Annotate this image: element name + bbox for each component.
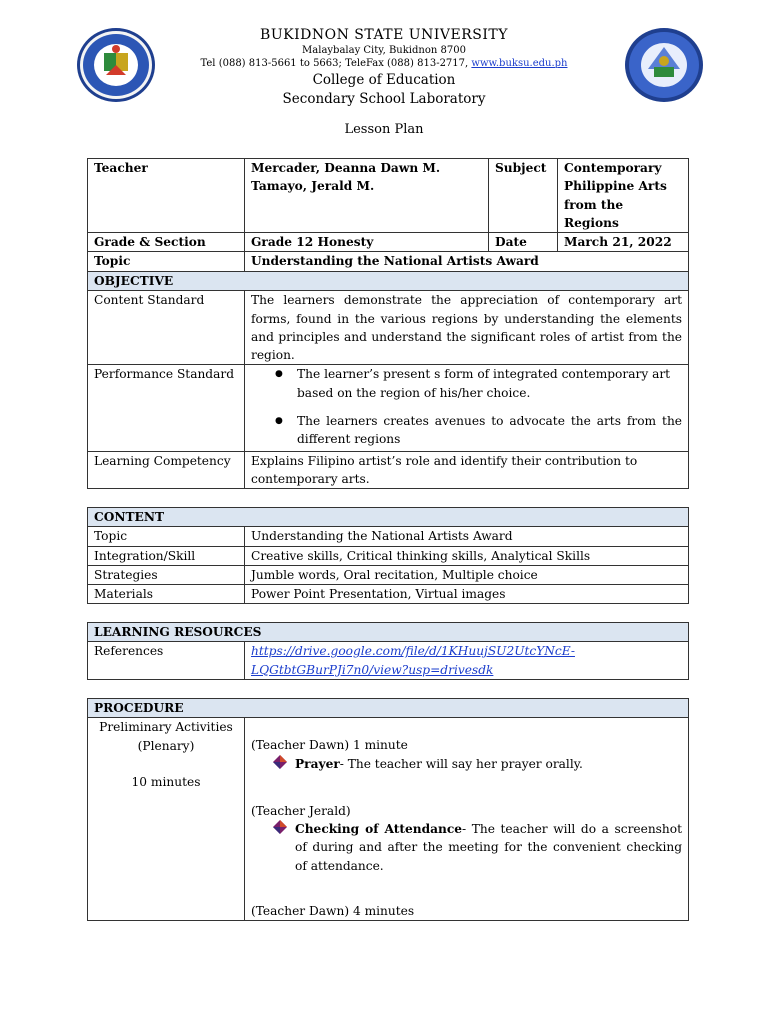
content-standard-text: The learners demonstrate the appreciation of contemporary art forms, found in the various regions by understanding the elements and principles and understand the significant roles of artist from the region. [245, 291, 689, 365]
grade-value: Grade 12 Honesty [245, 233, 489, 252]
content-row-label: Topic [88, 527, 245, 546]
attendance-title: Checking of Attendance [295, 822, 463, 837]
performance-item: ● The learner’s present s form of integrated contemporary art based on the region of his/her choice. [297, 365, 682, 402]
bukidnon-state-university-seal-left [76, 27, 156, 103]
contact-numbers: Tel (088) 813-5661 to 5663; TeleFax (088) 813-2717, [200, 58, 469, 69]
college-name: College of Education [312, 72, 456, 88]
competency-row [88, 451, 689, 489]
topic-label: Topic [88, 252, 245, 271]
diamond-bullet-icon [273, 820, 287, 834]
university-address: Malaybalay City, Bukidnon 8700 [302, 45, 466, 56]
prayer-item [251, 755, 682, 773]
date-value: March 21, 2022 [558, 233, 689, 252]
content-row-label: Strategies [88, 565, 245, 584]
content-row-label: Integration/Skill [88, 546, 245, 565]
lesson-info-table [87, 158, 689, 272]
references-row [88, 642, 689, 680]
objective-table [87, 271, 689, 489]
content-row-value: Power Point Presentation, Virtual images [245, 585, 689, 604]
teacher-name-1: Mercader, Deanna Dawn M. [251, 161, 441, 175]
teacher-row [88, 159, 689, 233]
learning-resources-table [87, 622, 689, 680]
prayer-title: Prayer [295, 756, 340, 771]
document-title: Lesson Plan [344, 122, 424, 137]
teacher-value [245, 159, 489, 233]
objective-header-row [88, 272, 689, 291]
content-heading: CONTENT [88, 508, 689, 527]
school-name: Secondary School Laboratory [282, 91, 486, 107]
block2-teacher: (Teacher Jerald) [251, 803, 351, 818]
performance-standard-row [88, 365, 689, 451]
content-standard-row [88, 291, 689, 365]
content-row [88, 585, 689, 604]
date-label: Date [489, 233, 558, 252]
subject-label: Subject [489, 159, 558, 233]
university-name: BUKIDNON STATE UNIVERSITY [260, 27, 508, 43]
objective-heading: OBJECTIVE [88, 272, 689, 291]
subject-value: Contemporary Philippine Arts from the Regions [558, 159, 689, 233]
topic-row [88, 252, 689, 271]
procedure-header-row [88, 699, 689, 718]
contact-line [150, 57, 618, 70]
content-standard-label: Content Standard [88, 291, 245, 365]
website-link[interactable]: www.buksu.edu.ph [471, 58, 568, 69]
procedure-heading: PROCEDURE [88, 699, 689, 718]
preliminary-title: Preliminary Activities [99, 720, 233, 735]
teacher-label: Teacher [88, 159, 245, 233]
resources-heading: LEARNING RESOURCES [88, 623, 689, 642]
content-row-label: Materials [88, 585, 245, 604]
preliminary-activities-label [88, 718, 245, 921]
letterhead [150, 26, 618, 108]
performance-item: ● The learners creates avenues to advocate the arts from the different regions [297, 412, 682, 449]
performance-standard-label: Performance Standard [88, 365, 245, 451]
teacher-name-2: Tamayo, Jerald M. [251, 179, 375, 194]
content-row [88, 546, 689, 565]
content-row-value: Understanding the National Artists Award [245, 527, 689, 546]
preliminary-activities-content [245, 718, 689, 921]
topic-value: Understanding the National Artists Award [245, 252, 689, 271]
diamond-bullet-icon [273, 755, 287, 769]
competency-label: Learning Competency [88, 451, 245, 489]
attendance-text: - The teacher will do a screenshot of during and after the meeting for the convenient checking of attendance. [295, 822, 683, 873]
grade-label: Grade & Section [88, 233, 245, 252]
competency-text: Explains Filipino artist’s role and identify their contribution to contemporary arts. [245, 451, 689, 489]
content-row-value: Creative skills, Critical thinking skills, Analytical Skills [245, 546, 689, 565]
references-cell [245, 642, 689, 680]
grade-row [88, 233, 689, 252]
block3-teacher: (Teacher Dawn) 4 minutes [251, 904, 415, 919]
preliminary-mode: (Plenary) [137, 738, 195, 753]
content-header-row [88, 508, 689, 527]
content-row [88, 565, 689, 584]
block1-teacher: (Teacher Dawn) 1 minute [251, 738, 408, 753]
reference-link-line-2[interactable]: LQGtbtGBurPJi7n0/view?usp=drivesdk [251, 662, 494, 677]
attendance-item [251, 820, 682, 875]
references-label: References [88, 642, 245, 680]
performance-list [251, 365, 682, 448]
performance-standard-cell [245, 365, 689, 451]
prayer-text: - The teacher will say her prayer orally. [339, 756, 583, 771]
content-row-value: Jumble words, Oral recitation, Multiple choice [245, 565, 689, 584]
content-table [87, 507, 689, 604]
content-row [88, 527, 689, 546]
secondary-school-laboratory-seal-right [624, 27, 704, 103]
procedure-table [87, 698, 689, 921]
reference-link-line-1[interactable]: https://drive.google.com/file/d/1KHuujSU2UtcYNcE- [251, 644, 575, 659]
preliminary-duration: 10 minutes [131, 774, 201, 789]
preliminary-activities-row [88, 718, 689, 921]
resources-header-row [88, 623, 689, 642]
